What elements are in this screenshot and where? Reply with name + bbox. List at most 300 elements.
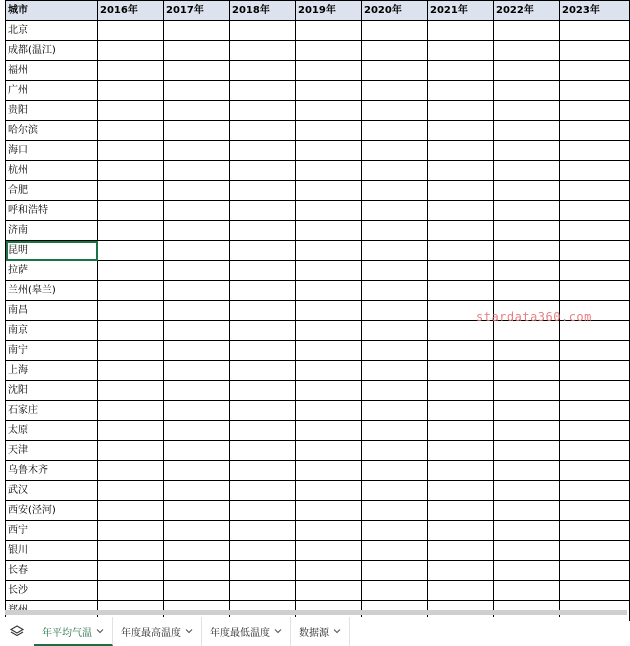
city-cell[interactable]: 贵阳 [6, 101, 98, 121]
value-cell[interactable] [362, 541, 428, 561]
value-cell[interactable] [296, 381, 362, 401]
city-cell[interactable]: 南京 [6, 321, 98, 341]
value-cell[interactable] [164, 421, 230, 441]
value-cell[interactable] [560, 281, 630, 301]
watermark-text: stardata360.com [476, 310, 592, 324]
value-cell[interactable] [362, 561, 428, 581]
value-cell[interactable] [428, 361, 494, 381]
value-cell[interactable] [296, 241, 362, 261]
value-cell[interactable] [296, 281, 362, 301]
value-cell[interactable] [296, 101, 362, 121]
value-cell[interactable] [362, 361, 428, 381]
layers-icon[interactable] [0, 617, 34, 646]
value-cell[interactable] [362, 21, 428, 41]
value-cell[interactable] [494, 261, 560, 281]
value-cell[interactable] [428, 261, 494, 281]
value-cell[interactable] [362, 121, 428, 141]
value-cell[interactable] [230, 441, 296, 461]
table-row [6, 261, 630, 281]
value-cell[interactable] [230, 341, 296, 361]
value-cell[interactable] [428, 41, 494, 61]
value-cell[interactable] [296, 481, 362, 501]
value-cell[interactable] [230, 101, 296, 121]
table-row [6, 281, 630, 301]
value-cell[interactable] [164, 441, 230, 461]
value-cell[interactable] [296, 421, 362, 441]
chevron-down-icon[interactable] [96, 626, 104, 637]
value-cell[interactable] [98, 281, 164, 301]
value-cell[interactable] [230, 401, 296, 421]
value-cell[interactable] [164, 361, 230, 381]
table-row [6, 121, 630, 141]
value-cell[interactable] [362, 321, 428, 341]
value-cell[interactable] [296, 61, 362, 81]
value-cell[interactable] [428, 521, 494, 541]
value-cell[interactable] [494, 441, 560, 461]
value-cell[interactable] [494, 221, 560, 241]
value-cell[interactable] [362, 581, 428, 601]
value-cell[interactable] [428, 481, 494, 501]
value-cell[interactable] [494, 201, 560, 221]
value-cell[interactable] [362, 201, 428, 221]
value-cell[interactable] [164, 381, 230, 401]
table-row [6, 141, 630, 161]
value-cell[interactable] [428, 141, 494, 161]
value-cell[interactable] [296, 401, 362, 421]
value-cell[interactable] [98, 581, 164, 601]
value-cell[interactable] [494, 181, 560, 201]
value-cell[interactable] [296, 581, 362, 601]
city-cell[interactable]: 西安(泾河) [6, 501, 98, 521]
value-cell[interactable] [494, 401, 560, 421]
city-cell[interactable]: 福州 [6, 61, 98, 81]
value-cell[interactable] [164, 101, 230, 121]
value-cell[interactable] [164, 481, 230, 501]
value-cell[interactable] [98, 221, 164, 241]
sheet-tab[interactable] [202, 617, 291, 646]
table-row [6, 581, 630, 601]
value-cell[interactable] [164, 581, 230, 601]
city-cell[interactable]: 杭州 [6, 161, 98, 181]
table-row [6, 201, 630, 221]
value-cell[interactable] [230, 541, 296, 561]
chevron-down-icon[interactable] [333, 626, 341, 637]
value-cell[interactable] [296, 41, 362, 61]
value-cell[interactable] [230, 201, 296, 221]
value-cell[interactable] [428, 181, 494, 201]
value-cell[interactable] [494, 241, 560, 261]
value-cell[interactable] [560, 421, 630, 441]
value-cell[interactable] [98, 421, 164, 441]
value-cell[interactable] [98, 81, 164, 101]
value-cell[interactable] [164, 241, 230, 261]
value-cell[interactable] [230, 581, 296, 601]
value-cell[interactable] [98, 181, 164, 201]
value-cell[interactable] [494, 541, 560, 561]
city-cell[interactable]: 武汉 [6, 481, 98, 501]
value-cell[interactable] [98, 561, 164, 581]
value-cell[interactable] [98, 541, 164, 561]
value-cell[interactable] [560, 501, 630, 521]
value-cell[interactable] [560, 361, 630, 381]
value-cell[interactable] [98, 461, 164, 481]
value-cell[interactable] [98, 61, 164, 81]
value-cell[interactable] [428, 421, 494, 441]
table-row [6, 221, 630, 241]
value-cell[interactable] [230, 421, 296, 441]
value-cell[interactable] [362, 301, 428, 321]
value-cell[interactable] [164, 461, 230, 481]
city-cell[interactable]: 长春 [6, 561, 98, 581]
value-cell[interactable] [362, 61, 428, 81]
value-cell[interactable] [494, 161, 560, 181]
value-cell[interactable] [428, 461, 494, 481]
value-cell[interactable] [362, 421, 428, 441]
header-year[interactable]: 2022年 [494, 1, 560, 21]
value-cell[interactable] [296, 81, 362, 101]
value-cell[interactable] [494, 21, 560, 41]
value-cell[interactable] [296, 521, 362, 541]
value-cell[interactable] [230, 301, 296, 321]
value-cell[interactable] [560, 61, 630, 81]
value-cell[interactable] [296, 141, 362, 161]
value-cell[interactable] [428, 501, 494, 521]
chevron-down-icon[interactable] [185, 626, 193, 637]
header-year[interactable]: 2021年 [428, 1, 494, 21]
header-year[interactable]: 2018年 [230, 1, 296, 21]
value-cell[interactable] [560, 441, 630, 461]
value-cell[interactable] [230, 501, 296, 521]
table-row [6, 161, 630, 181]
value-cell[interactable] [230, 121, 296, 141]
value-cell[interactable] [296, 301, 362, 321]
table-row [6, 461, 630, 481]
city-cell[interactable]: 西宁 [6, 521, 98, 541]
value-cell[interactable] [428, 581, 494, 601]
value-cell[interactable] [428, 381, 494, 401]
value-cell[interactable] [164, 561, 230, 581]
value-cell[interactable] [428, 121, 494, 141]
value-cell[interactable] [362, 241, 428, 261]
city-cell[interactable]: 拉萨 [6, 261, 98, 281]
value-cell[interactable] [362, 181, 428, 201]
table-row [6, 101, 630, 121]
value-cell[interactable] [98, 121, 164, 141]
value-cell[interactable] [560, 141, 630, 161]
value-cell[interactable] [428, 221, 494, 241]
value-cell[interactable] [560, 461, 630, 481]
value-cell[interactable] [230, 321, 296, 341]
value-cell[interactable] [428, 401, 494, 421]
value-cell[interactable] [98, 361, 164, 381]
value-cell[interactable] [362, 381, 428, 401]
value-cell[interactable] [560, 481, 630, 501]
value-cell[interactable] [230, 161, 296, 181]
value-cell[interactable] [230, 181, 296, 201]
value-cell[interactable] [494, 421, 560, 441]
value-cell[interactable] [362, 81, 428, 101]
value-cell[interactable] [494, 61, 560, 81]
value-cell[interactable] [98, 161, 164, 181]
value-cell[interactable] [296, 461, 362, 481]
value-cell[interactable] [296, 441, 362, 461]
table-row [6, 181, 630, 201]
value-cell[interactable] [428, 101, 494, 121]
value-cell[interactable] [164, 321, 230, 341]
value-cell[interactable] [296, 261, 362, 281]
value-cell[interactable] [560, 21, 630, 41]
value-cell[interactable] [296, 341, 362, 361]
value-cell[interactable] [560, 201, 630, 221]
value-cell[interactable] [362, 341, 428, 361]
value-cell[interactable] [494, 121, 560, 141]
value-cell[interactable] [164, 221, 230, 241]
city-cell[interactable]: 成都(温江) [6, 41, 98, 61]
value-cell[interactable] [230, 481, 296, 501]
value-cell[interactable] [230, 261, 296, 281]
value-cell[interactable] [98, 341, 164, 361]
value-cell[interactable] [296, 181, 362, 201]
value-cell[interactable] [428, 541, 494, 561]
value-cell[interactable] [296, 121, 362, 141]
value-cell[interactable] [98, 321, 164, 341]
value-cell[interactable] [296, 221, 362, 241]
value-cell[interactable] [494, 281, 560, 301]
value-cell[interactable] [428, 561, 494, 581]
value-cell[interactable] [494, 581, 560, 601]
value-cell[interactable] [296, 161, 362, 181]
value-cell[interactable] [560, 81, 630, 101]
value-cell[interactable] [494, 81, 560, 101]
value-cell[interactable] [98, 301, 164, 321]
sheet-tab[interactable] [34, 617, 113, 646]
value-cell[interactable] [494, 501, 560, 521]
value-cell[interactable] [230, 521, 296, 541]
value-cell[interactable] [362, 441, 428, 461]
value-cell[interactable] [494, 341, 560, 361]
value-cell[interactable] [362, 101, 428, 121]
value-cell[interactable] [98, 261, 164, 281]
value-cell[interactable] [164, 401, 230, 421]
value-cell[interactable] [164, 521, 230, 541]
value-cell[interactable] [230, 41, 296, 61]
value-cell[interactable] [230, 241, 296, 261]
value-cell[interactable] [494, 561, 560, 581]
header-year[interactable]: 2017年 [164, 1, 230, 21]
value-cell[interactable] [164, 341, 230, 361]
value-cell[interactable] [428, 441, 494, 461]
table-row [6, 61, 630, 81]
value-cell[interactable] [230, 461, 296, 481]
value-cell[interactable] [296, 321, 362, 341]
table-row [6, 421, 630, 441]
value-cell[interactable] [164, 161, 230, 181]
value-cell[interactable] [428, 241, 494, 261]
value-cell[interactable] [428, 21, 494, 41]
value-cell[interactable] [230, 381, 296, 401]
value-cell[interactable] [494, 41, 560, 61]
sheet-tab[interactable] [113, 617, 202, 646]
value-cell[interactable] [428, 281, 494, 301]
city-cell[interactable]: 南宁 [6, 341, 98, 361]
value-cell[interactable] [296, 361, 362, 381]
value-cell[interactable] [164, 121, 230, 141]
city-cell[interactable]: 太原 [6, 421, 98, 441]
value-cell[interactable] [560, 181, 630, 201]
city-cell[interactable]: 乌鲁木齐 [6, 461, 98, 481]
value-cell[interactable] [164, 21, 230, 41]
table-row [6, 441, 630, 461]
value-cell[interactable] [164, 201, 230, 221]
value-cell[interactable] [230, 141, 296, 161]
value-cell[interactable] [164, 281, 230, 301]
value-cell[interactable] [428, 81, 494, 101]
value-cell[interactable] [560, 121, 630, 141]
header-city[interactable]: 城市 [6, 1, 98, 21]
value-cell[interactable] [164, 501, 230, 521]
value-cell[interactable] [362, 401, 428, 421]
value-cell[interactable] [98, 241, 164, 261]
value-cell[interactable] [230, 81, 296, 101]
value-cell[interactable] [362, 481, 428, 501]
value-cell[interactable] [560, 341, 630, 361]
table-row [6, 341, 630, 361]
city-cell[interactable]: 兰州(皋兰) [6, 281, 98, 301]
value-cell[interactable] [230, 361, 296, 381]
value-cell[interactable] [428, 161, 494, 181]
value-cell[interactable] [428, 61, 494, 81]
value-cell[interactable] [296, 501, 362, 521]
value-cell[interactable] [494, 521, 560, 541]
value-cell[interactable] [230, 221, 296, 241]
spreadsheet-grid[interactable] [5, 0, 629, 610]
value-cell[interactable] [494, 381, 560, 401]
city-cell[interactable]: 合肥 [6, 181, 98, 201]
city-cell[interactable]: 天津 [6, 441, 98, 461]
header-year[interactable]: 2020年 [362, 1, 428, 21]
value-cell[interactable] [362, 221, 428, 241]
value-cell[interactable] [98, 41, 164, 61]
city-cell[interactable]: 广州 [6, 81, 98, 101]
value-cell[interactable] [428, 341, 494, 361]
chevron-down-icon[interactable] [274, 626, 282, 637]
value-cell[interactable] [296, 541, 362, 561]
value-cell[interactable] [494, 101, 560, 121]
value-cell[interactable] [296, 561, 362, 581]
city-cell[interactable]: 上海 [6, 361, 98, 381]
value-cell[interactable] [560, 521, 630, 541]
value-cell[interactable] [164, 61, 230, 81]
value-cell[interactable] [98, 21, 164, 41]
city-cell[interactable]: 哈尔滨 [6, 121, 98, 141]
value-cell[interactable] [560, 161, 630, 181]
sheet-tab-label: 年平均气温 [42, 628, 92, 639]
value-cell[interactable] [560, 381, 630, 401]
header-year[interactable]: 2016年 [98, 1, 164, 21]
value-cell[interactable] [98, 381, 164, 401]
value-cell[interactable] [230, 21, 296, 41]
value-cell[interactable] [362, 521, 428, 541]
value-cell[interactable] [494, 461, 560, 481]
value-cell[interactable] [560, 541, 630, 561]
city-cell[interactable]: 昆明 [6, 241, 98, 261]
value-cell[interactable] [560, 561, 630, 581]
city-cell[interactable]: 南昌 [6, 301, 98, 321]
value-cell[interactable] [560, 581, 630, 601]
table-row [6, 501, 630, 521]
table-row [6, 241, 630, 261]
value-cell[interactable] [98, 481, 164, 501]
value-cell[interactable] [164, 181, 230, 201]
value-cell[interactable] [560, 261, 630, 281]
city-cell[interactable]: 银川 [6, 541, 98, 561]
value-cell[interactable] [428, 201, 494, 221]
value-cell[interactable] [230, 61, 296, 81]
value-cell[interactable] [98, 141, 164, 161]
city-cell[interactable]: 济南 [6, 221, 98, 241]
value-cell[interactable] [362, 41, 428, 61]
value-cell[interactable] [98, 201, 164, 221]
value-cell[interactable] [362, 501, 428, 521]
value-cell[interactable] [560, 101, 630, 121]
city-cell[interactable]: 北京 [6, 21, 98, 41]
sheet-tab[interactable] [291, 617, 350, 646]
value-cell[interactable] [98, 401, 164, 421]
value-cell[interactable] [560, 221, 630, 241]
value-cell[interactable] [362, 261, 428, 281]
value-cell[interactable] [362, 161, 428, 181]
table-row [6, 41, 630, 61]
header-year[interactable]: 2023年 [560, 1, 630, 21]
value-cell[interactable] [164, 301, 230, 321]
value-cell[interactable] [164, 41, 230, 61]
city-cell[interactable]: 石家庄 [6, 401, 98, 421]
city-cell[interactable]: 长沙 [6, 581, 98, 601]
header-year[interactable]: 2019年 [296, 1, 362, 21]
value-cell[interactable] [560, 241, 630, 261]
value-cell[interactable] [560, 41, 630, 61]
city-cell[interactable]: 海口 [6, 141, 98, 161]
table-row [6, 561, 630, 581]
value-cell[interactable] [98, 101, 164, 121]
value-cell[interactable] [560, 401, 630, 421]
value-cell[interactable] [362, 281, 428, 301]
table-row [6, 81, 630, 101]
value-cell[interactable] [98, 441, 164, 461]
sheet-tab-label: 数据源 [299, 628, 329, 639]
city-cell[interactable]: 沈阳 [6, 381, 98, 401]
value-cell[interactable] [296, 21, 362, 41]
table-row [6, 401, 630, 421]
value-cell[interactable] [494, 481, 560, 501]
value-cell[interactable] [164, 541, 230, 561]
value-cell[interactable] [494, 361, 560, 381]
value-cell[interactable] [494, 141, 560, 161]
value-cell[interactable] [98, 501, 164, 521]
value-cell[interactable] [98, 521, 164, 541]
value-cell[interactable] [164, 81, 230, 101]
value-cell[interactable] [362, 461, 428, 481]
horizontal-scrollbar[interactable] [5, 610, 627, 615]
value-cell[interactable] [230, 561, 296, 581]
value-cell[interactable] [362, 141, 428, 161]
value-cell[interactable] [164, 261, 230, 281]
value-cell[interactable] [164, 141, 230, 161]
table-row [6, 541, 630, 561]
value-cell[interactable] [296, 201, 362, 221]
city-cell[interactable]: 呼和浩特 [6, 201, 98, 221]
value-cell[interactable] [230, 281, 296, 301]
